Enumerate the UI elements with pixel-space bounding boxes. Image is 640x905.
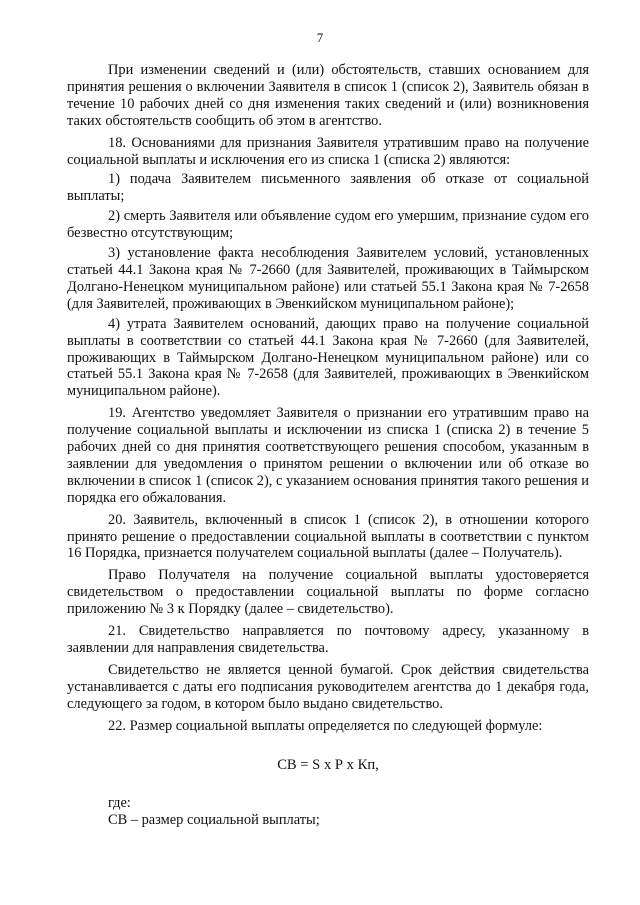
list-item: 3) установление факта несоблюдения Заявителем условий, установленных статьей 44.1 Закона края № 7-2660 (для Заявителей, проживающих в Таймырском Долгано-Ненецком муниципальном районе) или статьей 55.1 Закона края № 7-2658 (для Заявителей, проживающих в Эвенкийском муниципальном районе); <box>67 245 589 312</box>
formula-where-label: где: <box>108 795 131 812</box>
paragraph: 20. Заявитель, включенный в список 1 (список 2), в отношении которого принято решение о предоставлении социальной выплаты в соответствии с пунктом 16 Порядка, признается получателем социальной выплаты (далее – Получатель). <box>67 511 589 562</box>
formula: СВ = S х Р х Кп, <box>277 756 379 773</box>
paragraph: 21. Свидетельство направляется по почтовому адресу, указанному в заявлении для направления свидетельства. <box>67 623 589 656</box>
paragraph: Свидетельство не является ценной бумагой. Срок действия свидетельства устанавливается с даты его подписания руководителем агентства до 1 декабря года, следующего за годом, в котором было выдано свидетельство. <box>67 661 589 712</box>
paragraph: Право Получателя на получение социальной выплаты удостоверяется свидетельством о предоставлении социальной выплаты по форме согласно приложению № 3 к Порядку (далее – свидетельство). <box>67 567 589 618</box>
list-item: 1) подача Заявителем письменного заявления об отказе от социальной выплаты; <box>67 171 589 205</box>
paragraph: 22. Размер социальной выплаты определяется по следующей формуле: <box>108 717 543 734</box>
list-item: 4) утрата Заявителем оснований, дающих право на получение социальной выплаты в соответствии со статьей 44.1 Закона края № 7-2660 (для Заявителей, проживающих в Таймырском Долгано-Ненецком муниципальном районе) или со статьей 55.1 Закона края № 7-2658 (для Заявителей, проживающих в Эвенкийском муниципальном районе). <box>67 315 589 400</box>
document-body <box>67 62 589 829</box>
paragraph: 19. Агентство уведомляет Заявителя о признании его утратившим право на получение социальной выплаты и исключении из списка 1 (списка 2) в течение 5 рабочих дней со дня принятия соответствующего решения способом, указанным в заявлении для уведомления о принятом решении о включении или об отказе во включении в список 1 (список 2), с указанием основания принятия такого решения и порядка его обжалования. <box>67 405 589 506</box>
paragraph: 18. Основаниями для признания Заявителя утратившим право на получение социальной выплаты и исключения его из списка 1 (списка 2) являются: <box>67 134 589 168</box>
paragraph: При изменении сведений и (или) обстоятельств, ставших основанием для принятия решения о включении Заявителя в список 1 (список 2), Заявитель обязан в течение 10 рабочих дней со дня изменения таких сведений и (или) возникновения таких обстоятельств сообщить об этом в агентство. <box>67 62 589 129</box>
formula-definition: СВ – размер социальной выплаты; <box>108 812 320 829</box>
list-item: 2) смерть Заявителя или объявление судом его умершим, признание судом его безвестно отсутствующим; <box>67 208 589 242</box>
page-number: 7 <box>316 30 324 45</box>
